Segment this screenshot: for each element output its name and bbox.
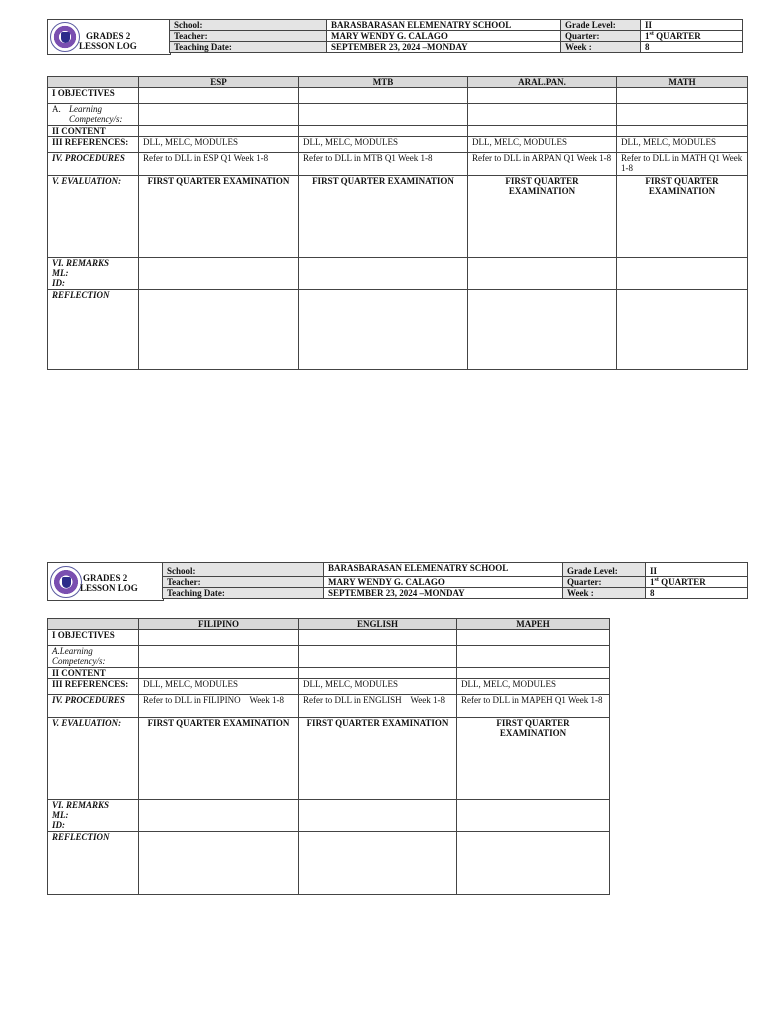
table-cell (299, 630, 457, 646)
competency-letter: A. (52, 104, 61, 114)
table-cell (299, 646, 457, 668)
header-logo-box (47, 562, 164, 601)
procedures-cell: Refer to DLL in ENGLISH Week 1-8 (299, 695, 457, 718)
row-label-content: II CONTENT (48, 126, 139, 137)
table-cell (299, 290, 468, 370)
row-label-objectives: I OBJECTIVES (48, 88, 139, 104)
grade-level-value: II (646, 563, 748, 577)
week-value: 8 (646, 588, 748, 599)
week-label: Week : (563, 588, 646, 599)
competency-line2: Competency/s: (52, 656, 106, 666)
table-cell (139, 104, 299, 126)
table-cell (468, 258, 617, 290)
header-info-table (169, 19, 743, 53)
table-cell (468, 290, 617, 370)
evaluation-cell: FIRST QUARTER EXAMINATION (299, 718, 457, 800)
procedures-cell: Refer to DLL in ESP Q1 Week 1-8 (139, 153, 299, 176)
table-cell (299, 668, 457, 679)
id-label: ID: (52, 820, 65, 830)
column-header: MTB (299, 77, 468, 88)
header-info-table (162, 562, 748, 599)
row-label-procedures: IV. PROCEDURES (48, 153, 139, 176)
procedures-cell: Refer to DLL in ARPAN Q1 Week 1-8 (468, 153, 617, 176)
table-cell (299, 126, 468, 137)
teacher-label: Teacher: (170, 31, 327, 42)
header-title-line2: LESSON LOG (80, 583, 138, 593)
references-cell: DLL, MELC, MODULES (139, 137, 299, 153)
row-label-objectives: I OBJECTIVES (48, 630, 139, 646)
references-cell: DLL, MELC, MODULES (457, 679, 610, 695)
corner-cell (48, 619, 139, 630)
competency-line1: A.Learning (52, 646, 93, 656)
table-cell (299, 104, 468, 126)
procedures-cell: Refer to DLL in MTB Q1 Week 1-8 (299, 153, 468, 176)
teaching-date-value: SEPTEMBER 23, 2024 –MONDAY (327, 42, 561, 53)
table-cell (617, 258, 748, 290)
header-logo-box (47, 19, 171, 55)
teaching-date-label: Teaching Date: (170, 42, 327, 53)
table-cell (299, 258, 468, 290)
week-value: 8 (641, 42, 743, 53)
header-title-line2: LESSON LOG (79, 41, 137, 51)
column-header: ESP (139, 77, 299, 88)
table-cell (457, 646, 610, 668)
grade-level-label: Grade Level: (563, 563, 646, 577)
references-cell: DLL, MELC, MODULES (617, 137, 748, 153)
row-label-competency (48, 646, 139, 668)
table-cell (457, 832, 610, 895)
table-cell (139, 258, 299, 290)
row-label-reflection: REFLECTION (48, 832, 139, 895)
quarter-label: Quarter: (563, 577, 646, 588)
table-cell (299, 832, 457, 895)
competency-line1: Learning (69, 104, 103, 114)
lesson-log-table-1 (47, 76, 748, 370)
row-label-remarks (48, 800, 139, 832)
procedures-cell: Refer to DLL in MATH Q1 Week 1-8 (617, 153, 748, 176)
table-cell (468, 104, 617, 126)
column-header: MATH (617, 77, 748, 88)
row-label-references: III REFERENCES: (48, 679, 139, 695)
ml-label: ML: (52, 810, 69, 820)
teacher-value: MARY WENDY G. CALAGO (327, 31, 561, 42)
table-cell (617, 290, 748, 370)
table-cell (457, 668, 610, 679)
table-cell (139, 88, 299, 104)
column-header: FILIPINO (139, 619, 299, 630)
column-header: ARAL.PAN. (468, 77, 617, 88)
header-title-line1: GRADES 2 (86, 31, 131, 41)
evaluation-cell: FIRST QUARTER EXAMINATION (139, 718, 299, 800)
evaluation-cell: FIRST QUARTER EXAMINATION (468, 176, 617, 258)
teacher-value: MARY WENDY G. CALAGO (324, 577, 563, 588)
table-cell (468, 88, 617, 104)
table-cell (139, 668, 299, 679)
row-label-reflection: REFLECTION (48, 290, 139, 370)
table-cell (617, 126, 748, 137)
school-value: BARASBARASAN ELEMENATRY SCHOOL (324, 563, 563, 577)
table-cell (139, 646, 299, 668)
week-label: Week : (561, 42, 641, 53)
id-label: ID: (52, 278, 65, 288)
school-value: BARASBARASAN ELEMENATRY SCHOOL (327, 20, 561, 31)
grade-level-value: II (641, 20, 743, 31)
deped-seal-icon (50, 22, 80, 52)
grade-level-label: Grade Level: (561, 20, 641, 31)
evaluation-cell: FIRST QUARTER EXAMINATION (457, 718, 610, 800)
table-cell (617, 88, 748, 104)
row-label-references: III REFERENCES: (48, 137, 139, 153)
header-title-line1: GRADES 2 (83, 573, 128, 583)
references-cell: DLL, MELC, MODULES (139, 679, 299, 695)
evaluation-cell: FIRST QUARTER EXAMINATION (299, 176, 468, 258)
table-cell (139, 630, 299, 646)
table-cell (139, 800, 299, 832)
table-cell (139, 832, 299, 895)
table-cell (457, 800, 610, 832)
table-cell (457, 630, 610, 646)
references-cell: DLL, MELC, MODULES (299, 679, 457, 695)
evaluation-cell: FIRST QUARTER EXAMINATION (617, 176, 748, 258)
school-label: School: (163, 563, 324, 577)
row-label-remarks (48, 258, 139, 290)
teacher-label: Teacher: (163, 577, 324, 588)
row-label-evaluation: V. EVALUATION: (48, 176, 139, 258)
lesson-log-table-2 (47, 618, 610, 895)
procedures-cell: Refer to DLL in FILIPINO Week 1-8 (139, 695, 299, 718)
row-label-competency (48, 104, 139, 126)
remarks-label: VI. REMARKS (52, 800, 110, 810)
references-cell: DLL, MELC, MODULES (468, 137, 617, 153)
deped-seal-icon (50, 566, 82, 598)
school-label: School: (170, 20, 327, 31)
procedures-cell: Refer to DLL in MAPEH Q1 Week 1-8 (457, 695, 610, 718)
remarks-label: VI. REMARKS (52, 258, 110, 268)
evaluation-cell: FIRST QUARTER EXAMINATION (139, 176, 299, 258)
row-label-content: II CONTENT (48, 668, 139, 679)
quarter-value: 1st QUARTER (641, 31, 743, 42)
row-label-evaluation: V. EVALUATION: (48, 718, 139, 800)
table-cell (617, 104, 748, 126)
corner-cell (48, 77, 139, 88)
table-cell (299, 88, 468, 104)
column-header: MAPEH (457, 619, 610, 630)
references-cell: DLL, MELC, MODULES (299, 137, 468, 153)
column-header: ENGLISH (299, 619, 457, 630)
quarter-label: Quarter: (561, 31, 641, 42)
quarter-value: 1st QUARTER (646, 577, 748, 588)
row-label-procedures: IV. PROCEDURES (48, 695, 139, 718)
table-cell (139, 290, 299, 370)
table-cell (139, 126, 299, 137)
teaching-date-value: SEPTEMBER 23, 2024 –MONDAY (324, 588, 563, 599)
teaching-date-label: Teaching Date: (163, 588, 324, 599)
ml-label: ML: (52, 268, 69, 278)
table-cell (299, 800, 457, 832)
table-cell (468, 126, 617, 137)
competency-line2: Competency/s: (69, 114, 123, 124)
